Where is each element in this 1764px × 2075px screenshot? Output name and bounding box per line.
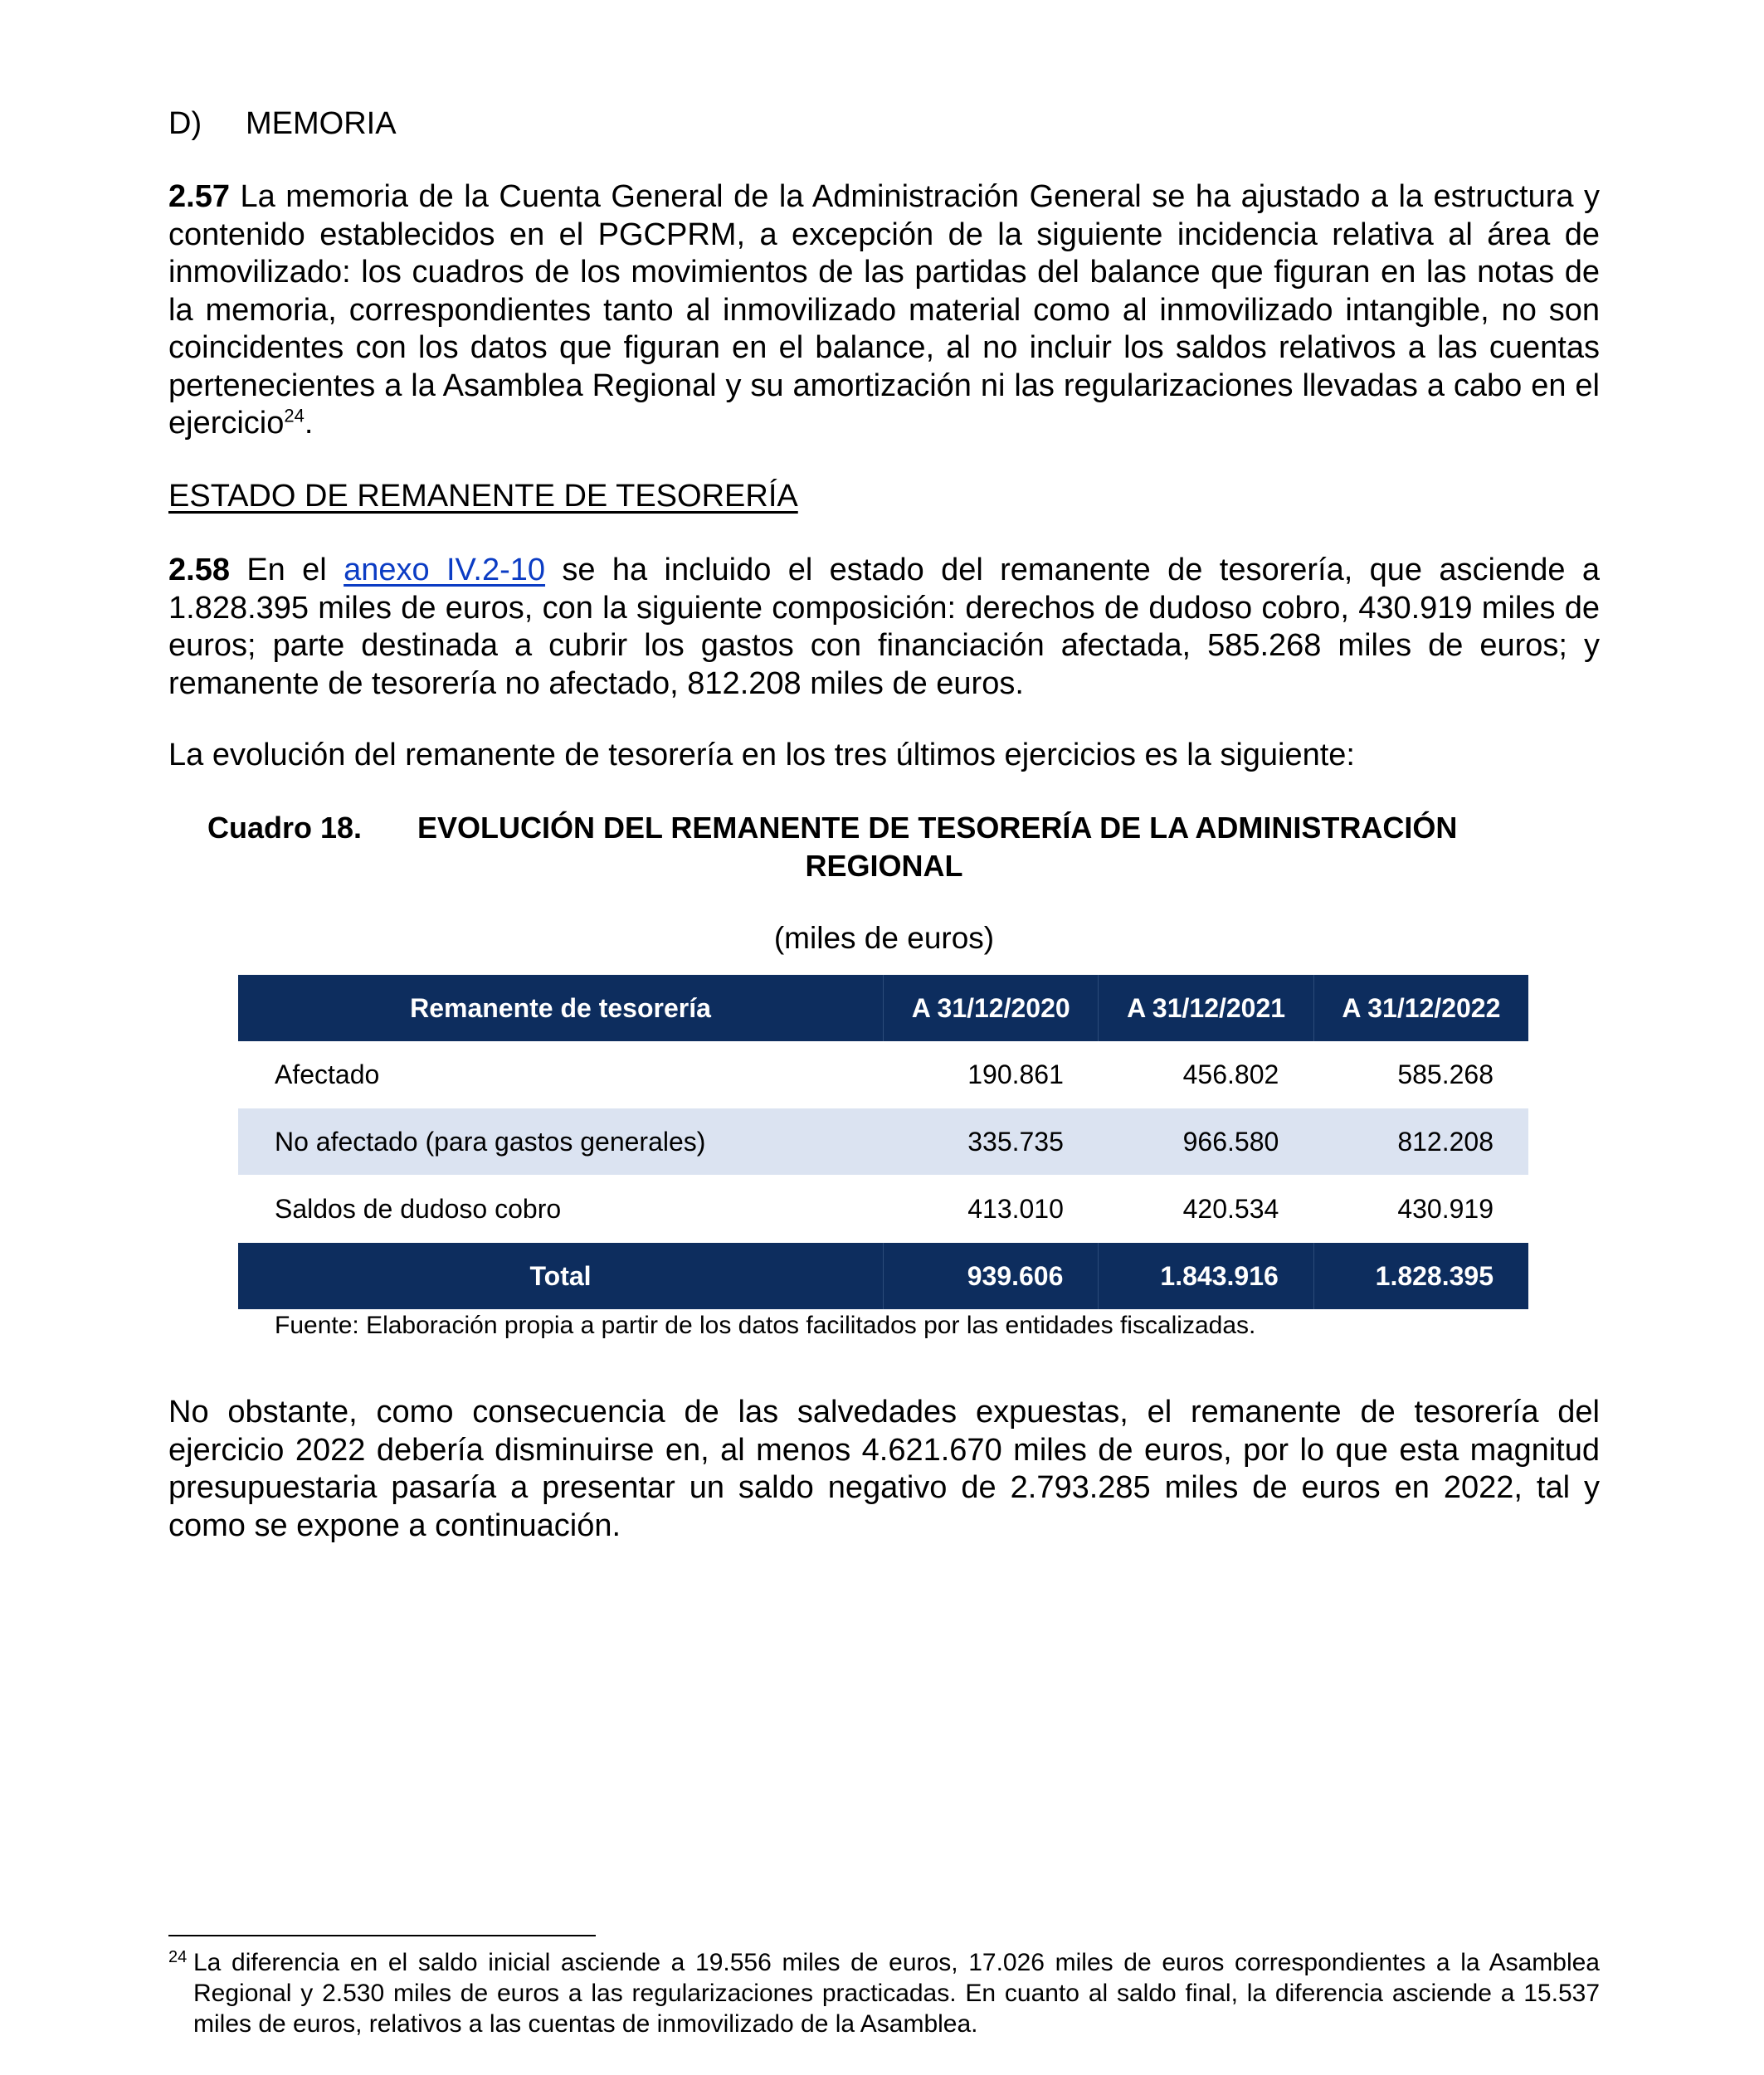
table-units: (miles de euros)	[773, 921, 995, 955]
column-header: Remanente de tesorería	[238, 975, 884, 1041]
table-number: Cuadro 18.	[207, 811, 363, 845]
paragraph-number: 2.58	[168, 553, 230, 587]
column-header: A 31/12/2022	[1313, 975, 1528, 1041]
cell-value: 812.208	[1313, 1108, 1528, 1176]
column-header: A 31/12/2020	[884, 975, 1099, 1041]
table-total-row	[238, 1243, 1528, 1310]
total-value: 1.843.916	[1099, 1243, 1313, 1310]
table-source-note: Fuente: Elaboración propia a partir de los datos facilitados por las entidades fiscalizadas.	[275, 1312, 1256, 1339]
row-label: Afectado	[238, 1041, 884, 1108]
cell-value: 190.861	[884, 1041, 1099, 1108]
table-title-line1: EVOLUCIÓN DEL REMANENTE DE TESORERÍA DE LA ADMINISTRACIÓN	[417, 811, 1458, 845]
cell-value: 585.268	[1313, 1041, 1528, 1108]
cell-value: 420.534	[1099, 1176, 1313, 1243]
cell-value: 335.735	[884, 1108, 1099, 1176]
paragraph-2-57: 2.57 La memoria de la Cuenta General de la Administración General se ha ajustado a la estructura y contenido establecidos en el PGCPRM, a excepción de la siguiente incidencia relativa al área de inmovilizado: los cuadros de los movimientos de las partidas del balance que figuran en las notas de la memoria, correspondientes tanto al inmovilizado material como al inmovilizado intangible, no son coincidentes con los datos que figuran en el balance, al no incluir los saldos relativos a las cuentas pertenecientes a la Asamblea Regional y su amortización ni las regularizaciones llevadas a cabo en el ejercicio$^{24}$.	[168, 179, 1600, 441]
section-heading-memoria	[168, 104, 397, 144]
cell-value: 456.802	[1099, 1041, 1313, 1108]
total-value: 939.606	[884, 1243, 1099, 1310]
closing-paragraph: No obstante, como consecuencia de las salvedades expuestas, el remanente de tesorería del ejercicio 2022 debería disminuirse en, al menos 4.621.670 miles de euros, por lo que esta magnitud presupuestaria pasaría a presentar un saldo negativo de 2.793.285 miles de euros en 2022, tal y como se expone a continuación.	[168, 1395, 1600, 1543]
footnote-mark: 24	[168, 1948, 188, 1966]
paragraph-text: La memoria de la Cuenta General de la Administración General se ha ajustado a la estructura y contenido establecidos en el PGCPRM, a excepción de la siguiente incidencia relativa al área de inmovilizado: los cuadros de los movimientos de las partidas del balance que figuran en las notas de la memoria, correspondientes tanto al inmovilizado material como al inmovilizado intangible, no son coincidentes con los datos que figuran en el balance, al no incluir los saldos relativos a las cuentas pertenecientes a la Asamblea Regional y su amortización ni las regularizaciones llevadas a cabo en el ejercicio	[168, 179, 1600, 441]
evolution-intro: La evolución del remanente de tesorería en los tres últimos ejercicios es la siguiente:	[168, 738, 1355, 772]
footnote-ref[interactable]: 24	[284, 405, 305, 426]
paragraph-number: 2.57	[168, 179, 230, 214]
table-header-row	[238, 975, 1528, 1041]
table-row	[238, 1108, 1528, 1176]
column-header: A 31/12/2021	[1099, 975, 1313, 1041]
remanente-table	[238, 975, 1528, 1309]
footnote-text: La diferencia en el saldo inicial asciende a 19.556 miles de euros, 17.026 miles de euros correspondientes a la Asamblea Regional y 2.530 miles de euros a las regularizaciones practicadas. En cuanto al saldo final, la diferencia asciende a 15.537 miles de euros, relativos a las cuentas de inmovilizado de la Asamblea.	[193, 1949, 1600, 2038]
cell-value: 430.919	[1313, 1176, 1528, 1243]
row-label: Saldos de dudoso cobro	[238, 1176, 884, 1243]
table-title-line2: REGIONAL	[805, 849, 963, 883]
section-letter: D)	[168, 106, 202, 141]
section-title: MEMORIA	[246, 106, 397, 141]
cell-value: 966.580	[1099, 1108, 1313, 1176]
footnote-divider	[168, 1935, 596, 1936]
remanente-heading: ESTADO DE REMANENTE DE TESORERÍA	[168, 479, 798, 514]
document-page	[168, 0, 1600, 2075]
table-row	[238, 1041, 1528, 1108]
paragraph-2-58: 2.58 En el anexo IV.2-10 se ha incluido el estado del remanente de tesorería, que asciende a 1.828.395 miles de euros, con la siguiente composición: derechos de dudoso cobro, 430.919 miles de euros; parte destinada a cubrir los gastos con financiación afectada, 585.268 miles de euros; y remanente de tesorería no afectado, 812.208 miles de euros.	[168, 553, 1600, 701]
annex-link[interactable]: anexo IV.2-10	[344, 553, 546, 587]
total-value: 1.828.395	[1313, 1243, 1528, 1310]
total-label: Total	[238, 1243, 884, 1310]
footnote-24	[168, 1947, 1600, 2039]
table-row	[238, 1176, 1528, 1243]
row-label: No afectado (para gastos generales)	[238, 1108, 884, 1176]
cell-value: 413.010	[884, 1176, 1099, 1243]
